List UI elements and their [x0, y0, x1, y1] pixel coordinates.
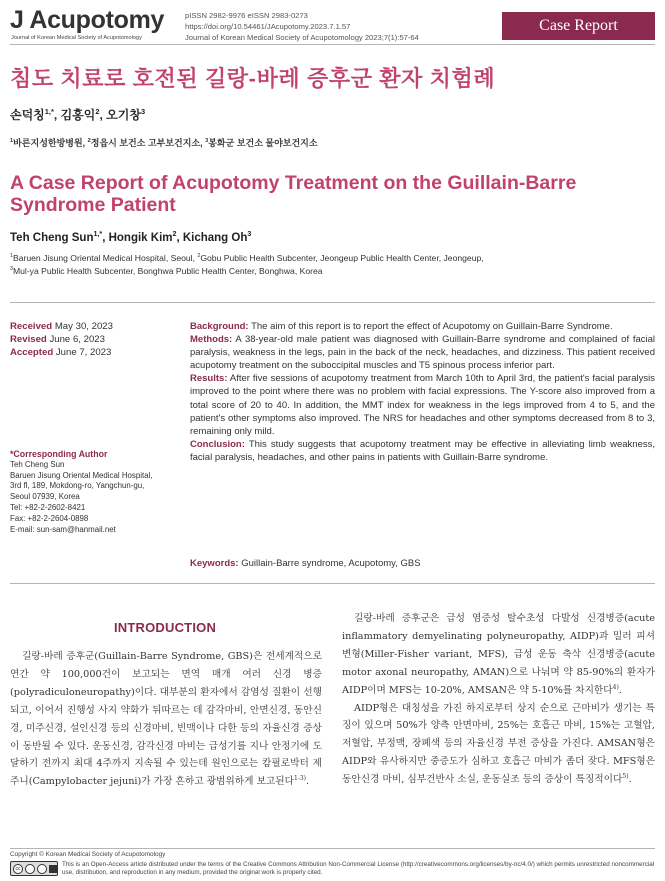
- divider: [10, 302, 655, 303]
- affil-sup: 1: [10, 138, 14, 144]
- author-sup: 3: [247, 230, 252, 239]
- english-authors: [10, 232, 251, 244]
- abstract-results: Results: After five sessions of acupotomy treatment from March 10th to April 3rd, the patient's facial paralysis improved to the point where there was no problem with facial expressions. The Y-score also improved from a total score of 20 to 40. In addition, the MMT index for weakness in the legs improved from 4 to 5, and the patient's other symptoms also improved. The NRS for headaches and other symptoms decreased from 8 to 3, remaining only mild.: [190, 373, 655, 437]
- corr-line: Baruen Jisung Oriental Medical Hospital,: [10, 470, 153, 480]
- corr-email[interactable]: E-mail: sun-sam@hanmail.net: [10, 524, 116, 534]
- author-name: Hongik Kim: [108, 232, 173, 244]
- corr-line: Fax: +82-2-2604-0898: [10, 513, 89, 523]
- body-column-left: [10, 648, 322, 791]
- citation-line: Journal of Korean Medical Society of Acupotomology 2023;7(1):57-64: [185, 33, 419, 42]
- author-sep: ,: [53, 108, 61, 122]
- journal-logo: J Acupotomy: [10, 6, 165, 34]
- revised-date: Revised June 6, 2023: [10, 334, 105, 345]
- citation-ref[interactable]: 5): [622, 772, 629, 780]
- author-sup: 2: [172, 230, 177, 239]
- article-type-badge: Case Report: [502, 12, 655, 40]
- divider: [10, 44, 655, 45]
- corresponding-heading: *Corresponding Author: [10, 449, 108, 459]
- author-sup: 1,*: [44, 107, 54, 116]
- affil-sup: 1: [10, 253, 13, 260]
- citation-ref[interactable]: 4): [612, 683, 619, 691]
- english-affiliations: [10, 252, 650, 278]
- abstract-methods: Methods: A 38-year-old male patient was diagnosed with Guillain-Barre syndrome and complained of facial paralysis, weakness in the legs, pain in the back of the neck, headaches, and dizziness. This patient received acupotomy treatment on the suboccipital muscles and T5 spinous process inferior part.: [190, 334, 655, 372]
- received-date: Received May 30, 2023: [10, 321, 113, 332]
- citation-ref[interactable]: 1-3): [294, 775, 307, 783]
- affil-text: Gobu Public Health Subcenter, Jeongeup Public Health Center, Jeongeup,: [200, 253, 484, 263]
- corr-line: Tel: +82-2-2602-8421: [10, 502, 86, 512]
- paragraph: AIDP형은 대칭성을 가진 하지로부터 상지 순으로 근마비가 생기는 특징이 있으며 50%가 양측 안면마비, 25%는 호흡근 마비, 15%는 고혈압, 저혈압, 부정맥, 장폐색 등의 자율신경 부전 증상을 가진다. AMSAN형은 AIDP와 유사하지만 중증도가 심하고 호흡근 마비가 좀더 잦다. MFS형은 동안신경 마비, 심부건반사 소실, 운동실조 등의 증상이 특징적이다$^{5)}$.: [342, 702, 655, 786]
- author-name: 김홍익: [60, 108, 96, 122]
- body-column-right: [342, 610, 655, 789]
- author-name: 오기창: [106, 108, 141, 122]
- affil-text: Mul-ya Public Health Subcenter, Bonghwa Public Health Center, Bonghwa, Korea: [12, 266, 323, 276]
- english-title: A Case Report of Acupotomy Treatment on the Guillain-Barre Syndrome Patient: [10, 172, 577, 216]
- korean-authors: [10, 106, 145, 123]
- license-badge-icon: [49, 865, 57, 873]
- corr-line: 3rd fl, 189, Mokdong-ro, Yangchun-gu,: [10, 481, 145, 491]
- noncommercial-icon: [37, 864, 47, 874]
- affil-sup: 3: [205, 138, 209, 144]
- abstract-background: Background: The aim of this report is to report the effect of Acupotomy on Guillain-Barre Syndrome.: [190, 321, 613, 332]
- author-sep: ,: [102, 232, 109, 244]
- author-sup: 2: [95, 107, 100, 116]
- keywords: Keywords: Guillain-Barre syndrome, Acupotomy, GBS: [190, 558, 421, 569]
- divider: [10, 583, 655, 584]
- accepted-date: Accepted June 7, 2023: [10, 347, 112, 358]
- abstract: [190, 320, 655, 464]
- paragraph: 길랑-바레 증후군은 급성 염증성 탈수초성 다발성 신경병증(acute inflammatory demyelinating polyneuropathy, AIDP)과 밀러 피셔변형(Miller-Fisher variant, MFS), 급성 운동 축삭 신경병증(acute motor axonal neuropathy, AMAN)으로 나눠며 약 85-90%의 환자가 AIDP이며 MFS는 10-20%, AMSAN은 약 5-10%를 차지한다$^{4)}$.: [342, 613, 655, 696]
- author-sep: ,: [99, 108, 107, 122]
- affil-sup: 3: [10, 266, 13, 273]
- author-sup: 1,*: [93, 230, 103, 239]
- author-name: Kichang Oh: [182, 232, 248, 244]
- affil-text: Baruen Jisung Oriental Medical Hospital, Seoul,: [12, 253, 198, 263]
- divider: [10, 848, 655, 849]
- copyright-notice: Copyright © Korean Medical Society of Acupotomology: [10, 851, 166, 858]
- corr-line: Teh Cheng Sun: [10, 459, 65, 469]
- license-text: This is an Open-Access article distributed under the terms of the Creative Commons Attribution Non-Commercial License (http://creativecommons.org/licenses/by-nc/4.0/) which permits unrestricted noncommercial use, distribution, and reproduction in any medium, provided the original work is properly cited.: [62, 861, 655, 876]
- issn-block: [185, 10, 419, 43]
- author-sup: 3: [140, 107, 146, 116]
- issn-line: pISSN 2982-9976 eISSN 2983-0273: [185, 11, 308, 20]
- doi-link[interactable]: https://doi.org/10.54461/JAcupotomy.2023.7.1.57: [185, 22, 351, 31]
- section-heading-introduction: INTRODUCTION: [113, 620, 217, 635]
- corresponding-author: [10, 449, 185, 535]
- affil-sup: 2: [87, 138, 91, 144]
- paragraph: 길랑-바레 증후군(Guillain-Barre Syndrome, GBS)은 전세계적으로 연간 약 100,000건이 보고되는 면역 매개 여러 신경 병증(polyradiculoneuropathy)이다. 대부분의 환자에서 감염성 질환이 선행되고, 이어서 진행성 사지 약화가 뒤따르는 데 감각마비, 안면신경, 동안신경, 미주신경, 설인신경 등의 신경마비, 빈맥이나 다한 등의 자율신경 증상이 동반될 수 있다. 운동신경, 감각신경 마비는 급성기를 지나 안정기에 도달하기 전까지 최대 4주까지 지속될 수 있는데 원인으로는 캄필로박터 제주니(Campylobacter jejuni)가 가장 흔하고 광범위하게 보고된다$^{1-3)}$.: [10, 651, 322, 788]
- author-sep: ,: [176, 232, 183, 244]
- korean-title: 침도 치료로 호전된 길랑-바레 증후군 환자 치험례: [10, 66, 496, 91]
- abstract-conclusion: Conclusion: This study suggests that acupotomy treatment may be effective in alleviating limb weakness, facial paralysis, headaches, and other pains in patients with Guillain-Barre syndrome.: [190, 438, 656, 463]
- attribution-icon: [25, 864, 35, 874]
- affil-text: 정읍시 보건소 고부보건지소,: [90, 138, 206, 148]
- cc-icon: cc: [13, 864, 23, 874]
- korean-affiliations: [10, 136, 318, 149]
- affil-text: 봉화군 보건소 물야보건지소: [208, 138, 318, 148]
- journal-subtitle: Journal of Korean Medical Society of Acupotomology: [11, 35, 142, 41]
- corr-line: Seoul 07939, Korea: [10, 492, 80, 502]
- cc-license-icon: [10, 861, 58, 876]
- author-name: 손덕칭: [10, 108, 45, 122]
- author-name: Teh Cheng Sun: [10, 232, 94, 244]
- affil-text: 바른지성한방병원,: [13, 138, 88, 148]
- affil-sup: 2: [197, 253, 201, 260]
- article-dates: [10, 320, 113, 359]
